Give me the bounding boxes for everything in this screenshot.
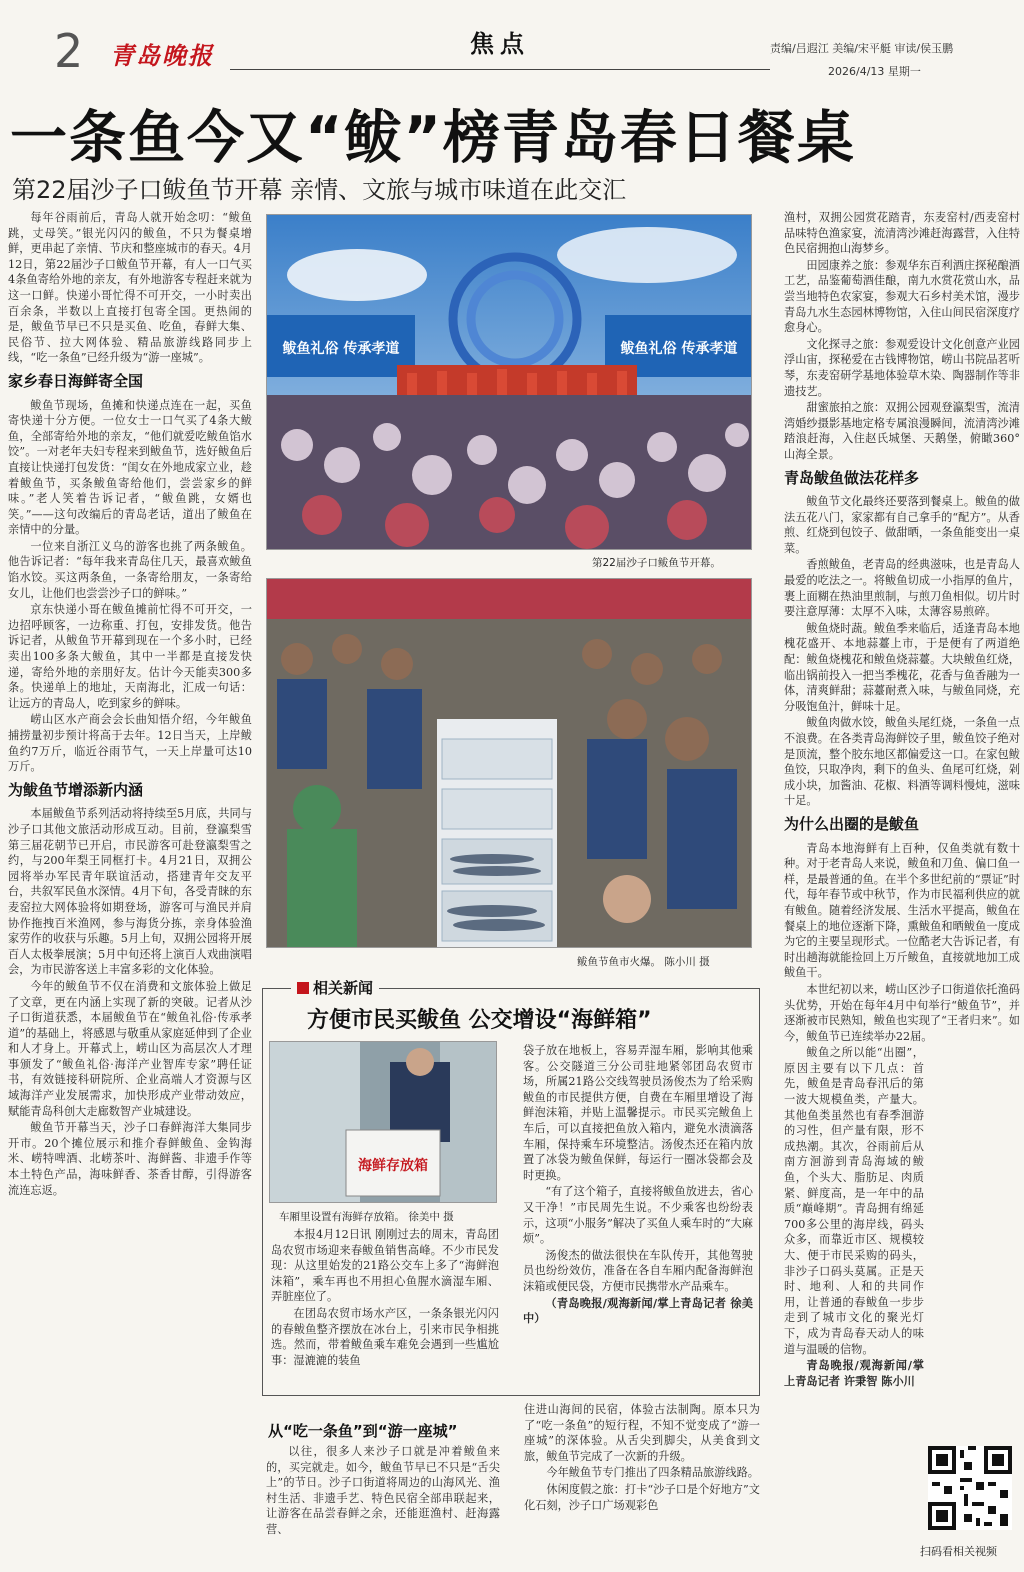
stage-illustration	[267, 215, 752, 550]
body-paragraph: 青岛本地海鲜有上百种，仅鱼类就有数十种。对于老青岛人来说，鲅鱼和刀鱼、偏口鱼一样，是最普通的鱼。在半个多世纪前的“票证”时代，每年春节或中秋节，作为市民福利供应的就有鲅鱼。随着经济发展、生活水平提高，鲅鱼在餐桌上的地位逐渐下降，熏鲅鱼和晒鲅鱼一度成为它的主要呈现形式。一位酷老大告诉记者，有时出趟海就能捡回上万斤鲅鱼，直接就地加工成鲅鱼干。	[784, 841, 1020, 980]
related-news-column-right	[523, 1043, 753, 1391]
bus-illustration	[270, 1042, 497, 1203]
page-header	[0, 0, 1024, 84]
bottom-column-right	[524, 1402, 760, 1566]
body-paragraph: 鲅鱼肉做水饺，鲅鱼头尾红烧，一条鱼一点不浪费。在各类青岛海鲜饺子里，鲅鱼饺子绝对是顶流，整个胶东地区都偏爱这一口。在家包鲅鱼饺，只取净肉，剩下的鱼头、鱼尾可红烧，剁成小块，加酱油、花椒、料酒等调料慢炖，滋味十足。	[784, 716, 1020, 808]
body-paragraph: 香煎鲅鱼，老青岛的经典滋味，也是青岛人最爱的吃法之一。将鲅鱼切成一小指厚的鱼片，裹上面糊在热油里煎制，与煎刀鱼相似。切片时要注意厚薄：太厚不入味，太薄容易煎碎。	[784, 558, 1020, 619]
bus-photo-caption: 车厢里设置有海鲜存放箱。 徐美中 摄	[279, 1211, 454, 1223]
stage-photo-caption: 第22届沙子口鲅鱼节开幕。	[592, 557, 721, 569]
subheadline: 第22届沙子口鲅鱼节开幕 亲情、文旅与城市味道在此交汇	[12, 176, 627, 204]
related-news-title: 方便市民买鲅鱼 公交增设“海鲜箱”	[307, 1008, 652, 1033]
body-paragraph: 京东快递小哥在鲅鱼摊前忙得不可开交，一边招呼顾客，一边称重、打包，安排发货。他告诉记者，从鲅鱼节开幕到现在一个多小时，已经卖出100多条大鲅鱼，其中一半都是直接发快递，寄给外地的亲朋好友。估计今天能卖300多条。快递单上的地址，天南海北，汇成一句话：让远方的青岛人，吃到家乡的鲜味。	[8, 603, 252, 710]
related-news-tag	[291, 977, 379, 998]
byline: 青岛晚报/观海新闻/掌上青岛记者 许秉智 陈小川	[784, 1358, 924, 1388]
qr-code-icon	[928, 1446, 1012, 1530]
body-paragraph: 鲅鱼烧时蔬。鲅鱼季来临后，适逢青岛本地槐花盛开、本地蒜薹上市，于是便有了两道绝配：鲅鱼烧槐花和鲅鱼烧蒜薹。大块鲅鱼红烧，临出锅前投入一把当季槐花，花香与鱼香融为一体，清爽鲜甜；蒜薹耐煮入味，与鲅鱼同烧，充分吸饱鱼汁，鲜味十足。	[784, 621, 1020, 713]
red-square-icon	[297, 982, 309, 994]
main-headline: 一条鱼今又“鲅”榜青岛春日餐桌	[10, 105, 856, 171]
bottom-section-heading: 从“吃一条鱼”到“游一座城”	[268, 1422, 458, 1440]
body-paragraph: 本世纪初以来，崂山区沙子口街道依托渔码头优势，开始在每年4月中旬举行“鲅鱼节”，并逐渐被市民熟知，鲅鱼也实现了“王者归来”。如今，鲅鱼节已连续举办22届。	[784, 982, 1020, 1043]
byline: （青岛晚报/观海新闻/掌上青岛记者 徐美中）	[523, 1295, 753, 1326]
market-photo-caption: 鲅鱼节鱼市火爆。 陈小川 摄	[577, 956, 710, 968]
section-heading: 为鲅鱼节增添新内涵	[8, 780, 144, 799]
body-paragraph: 崂山区水产商会会长曲知悟介绍，今年鲅鱼捕捞量初步预计将高于去年。12日当天，上岸鲅鱼约7万斤，临近谷雨节气，一天上岸量可达10万斤。	[8, 713, 252, 774]
body-paragraph: 一位来自浙江义乌的游客也挑了两条鲅鱼。他告诉记者：“每年我来青岛住几天，最喜欢鲅鱼馅水饺。买这两条鱼，一条寄给朋友，一条寄给女儿，让他们也尝尝沙子口的鲜味。”	[8, 539, 252, 600]
bottom-column-left	[266, 1444, 500, 1562]
body-paragraph: 渔村，双拥公园赏花踏青，东麦窑村/西麦窑村品味特色渔家宴，流清湾沙滩赶海露营，入住特色民宿拥抱山海梦乡。	[784, 211, 1020, 256]
body-paragraph: 甜蜜旅拍之旅：双拥公园观登瀛梨雪，流清湾婚纱摄影基地定格专属浪漫瞬间，流清湾沙滩踏浪赶海，入住赵氏城堡、天鹅堡，俯瞰360°山海全景。	[784, 401, 1020, 461]
body-paragraph: 鲅鱼节开幕当天，沙子口春鲜海洋大集同步开市。20个摊位展示和推介春鲜鲅鱼、金钩海米、崂特啤酒、北崂茶叶、海鲜酱、非遗手作等本土特色产品，海味鲜香、茶香甘醇，引得游客流连忘返。	[8, 1121, 252, 1197]
body-paragraph: 今年的鲅鱼节不仅在消费和文旅体验上做足了文章，更在内涵上实现了新的突破。记者从沙子口街道获悉，本届鲅鱼节在“鲅鱼礼俗·传承孝道”的基础上，将感恩与敬重从家庭延伸到了企业和人才身上。开幕式上，崂山区为高层次人才理事颁发了“鲅鱼礼俗·海洋产业智库专家”聘任证书，有效链接科研院所、企业高端人才资源与区域海洋产业发展需求，加快形成产业带动效应，赋能青岛科创大走廊数智产业城建设。	[8, 979, 252, 1118]
market-illustration	[267, 579, 752, 948]
newspaper-masthead: 青岛晚报	[110, 41, 214, 70]
page-number: 2	[54, 24, 84, 78]
issue-date: 2026/4/13 星期一	[828, 65, 921, 78]
body-paragraph: 休闲度假之旅：打卡“沙子口是个好地方”文化石刻，沙子口广场观彩色	[524, 1482, 760, 1512]
body-paragraph: 鲅鱼之所以能“出圈”，原因主要有以下几点：首先，鲅鱼是青岛春汛后的第一波大规模鱼类，产量大。其他鱼类虽然也有春季洄游的习性，但产量有限，形不成热潮。其次，谷雨前后从南方洄游到青岛海域的鲅鱼，个头大、脂肪足、肉质紧、鲜度高，是一年中的品质“巅峰期”。青岛拥有绵延700多公里的海岸线，码头众多，而靠近市区、规模较大、便于市民采购的码头，非沙子口码头莫属。正是天时、地利、人和的共同作用，让普通的春鲅鱼一步步走到了城市文化的聚光灯下，成为青岛春天动人的味道与温暖的信物。	[784, 1046, 924, 1356]
fish-market-photo	[266, 578, 752, 948]
bus-seafood-box-photo	[269, 1041, 497, 1203]
body-paragraph: 文化探寻之旅：参观爱设计文化创意产业园浮山宙，探秘爱在古钱博物馆，崂山书院品茗听琴，东麦窑研学基地体验草木染、陶器制作等非遗技艺。	[784, 337, 1020, 398]
section-title: 焦点	[470, 30, 530, 58]
body-paragraph: 田园康养之旅：参观华东百利酒庄探秘酿酒工艺，品鉴葡萄酒佳酿，南九水赏花赏山水，品尝当地特色农家宴，参观大石乡村美术馆，漫步青岛九水生态园林博物馆，入住山间民宿深度疗愈身心。	[784, 258, 1020, 335]
body-paragraph: 在团岛农贸市场水产区，一条条银光闪闪的春鲅鱼整齐摆放在冰台上，引来市民争相挑选。然而，带着鲅鱼乘车难免会遇到一些尴尬事：湿漉漉的装鱼	[271, 1306, 499, 1367]
article-column-3	[784, 210, 1020, 1532]
section-heading: 为什么出圈的是鲅鱼	[784, 814, 920, 833]
body-paragraph: “有了这个箱子，直接将鲅鱼放进去，省心又干净！”市民周先生说。不少乘客也纷纷表示，这项“小服务”解决了买鱼人乘车时的“大麻烦”。	[523, 1185, 753, 1246]
stage-banner-left: 鲅鱼礼俗 传承孝道	[282, 341, 400, 357]
body-paragraph: 鲅鱼节现场，鱼摊和快递点连在一起，买鱼寄快递十分方便。一位女士一口气买了4条大鲅鱼，全部寄给外地的亲友，“他们就爱吃鲅鱼馅水饺”。一对老年夫妇专程来到鲅鱼节，选好鲅鱼后直接让快递打包发货：“闺女在外地成家立业，趁着鲅鱼节，买条鲅鱼寄给他们，尝尝家乡的鲜味。”老人笑着告诉记者，“鲅鱼跳，女婿也笑。”——这句改编后的青岛老话，道出了鲅鱼在亲情中的分量。	[8, 398, 252, 537]
related-news-column-left	[271, 1227, 499, 1391]
body-paragraph: 袋子放在地板上，容易弄湿车厢，影响其他乘客。公交隧道三分公司驻地紧邻团岛农贸市场，所属21路公交线驾驶员汤俊杰为了给采购鲅鱼的市民提供方便，自费在车厢里增设了海鲜泡沫箱，并贴上温馨提示。市民买完鲅鱼上车后，可以直接把鱼放入箱内，避免水渍滴落车厢，保持乘车环境整洁。汤俊杰还在箱内放置了冰袋为鲅鱼保鲜，每运行一圈冰袋都会及时更换。	[523, 1044, 753, 1182]
body-paragraph: 汤俊杰的做法很快在车队传开，其他驾驶员也纷纷效仿，准备在各自车厢内配备海鲜泡沫箱或便民袋，方便市民携带水产品乘车。	[523, 1248, 753, 1293]
section-heading: 青岛鲅鱼做法花样多	[784, 468, 920, 487]
stage-banner-right: 鲅鱼礼俗 传承孝道	[620, 341, 738, 357]
header-rule	[230, 69, 770, 70]
intro-paragraph: 每年谷雨前后，青岛人就开始念叨：“鲅鱼跳，丈母笑。”银光闪闪的鲅鱼，不只为餐桌增鲜，更串起了亲情、节庆和整座城市的春天。4月12日，第22届沙子口鲅鱼节开幕，有人一口气买4条鱼寄给外地的亲友，有外地游客专程赶来就为这一口鲜。快递小哥忙得不可开交，一小时卖出百余条，半数以上直接打包寄全国。更热闹的是，鲅鱼节早已不只是买鱼、吃鱼，春鲜大集、民俗节、拉大网体验、精品旅游线路同步上线，“吃一条鱼”已经升级为“游一座城”。	[8, 211, 252, 365]
body-paragraph: 本届鲅鱼节系列活动将持续至5月底，共同与沙子口其他文旅活动形成互动。目前，登瀛梨雪第三届花朝节已开启，市民游客可赴登瀛梨雪之约，与200年梨王同框打卡。4月21日，双拥公园将举办军民青年联谊活动，搭建青年交友平台，共叙军民鱼水深情。4月下旬，各受青睐的东麦窑拉大网体验将如期登场，游客可与渔民并肩协作拖拽百米渔网，参与海货分拣，亲身体验渔家劳作的收获与乐趣。5月上旬，双拥公园将开展百人太极拳展演；5月中旬还将上演百人戏曲演唱会，为市民游客送上丰富多彩的文化体验。	[8, 807, 252, 977]
body-paragraph: 鲅鱼节文化最终还要落到餐桌上。鲅鱼的做法五花八门，家家都有自己拿手的“配方”。从香煎、红烧到包饺子、做甜晒，一条鱼能变出一桌菜。	[784, 495, 1020, 555]
body-paragraph: 今年鲅鱼节专门推出了四条精品旅游线路。	[546, 1466, 759, 1480]
related-news-box	[262, 979, 760, 1396]
section-heading: 家乡春日海鲜寄全国	[8, 371, 144, 390]
editor-credits: 责编/吕遐江 美编/宋平艇 审读/侯玉鹏	[770, 42, 954, 55]
seafood-box-sign: 海鲜存放箱	[358, 1158, 428, 1174]
related-news-label: 相关新闻	[313, 979, 374, 997]
qr-code[interactable]	[928, 1446, 1012, 1530]
body-paragraph: 住进山海间的民宿，体验古法制陶。原本只为了“吃一条鱼”的短行程，不知不觉变成了“游一座城”的深体验。从舌尖到脚尖，从美食到文旅，鲅鱼节完成了一次新的升级。	[524, 1403, 760, 1463]
qr-caption: 扫码看相关视频	[920, 1545, 997, 1558]
article-column-1	[8, 210, 252, 1560]
body-paragraph: 本报4月12日讯 刚刚过去的周末，青岛团岛农贸市场迎来春鲅鱼销售高峰。不少市民发现：从这里始发的21路公交车上多了“海鲜泡沫箱”，乘车再也不用担心鱼腥水滴湿车厢、弄脏座位了。	[271, 1228, 499, 1304]
festival-stage-photo	[266, 214, 752, 550]
body-paragraph: 以往，很多人来沙子口就是冲着鲅鱼来的，买完就走。如今，鲅鱼节早已不只是“舌尖上”的节日。沙子口街道将周边的山海风光、渔村生活、非遗手艺、特色民宿全部串联起来，让游客在品尝春鲜之余，还能逛渔村、赶海露营、	[266, 1445, 500, 1536]
